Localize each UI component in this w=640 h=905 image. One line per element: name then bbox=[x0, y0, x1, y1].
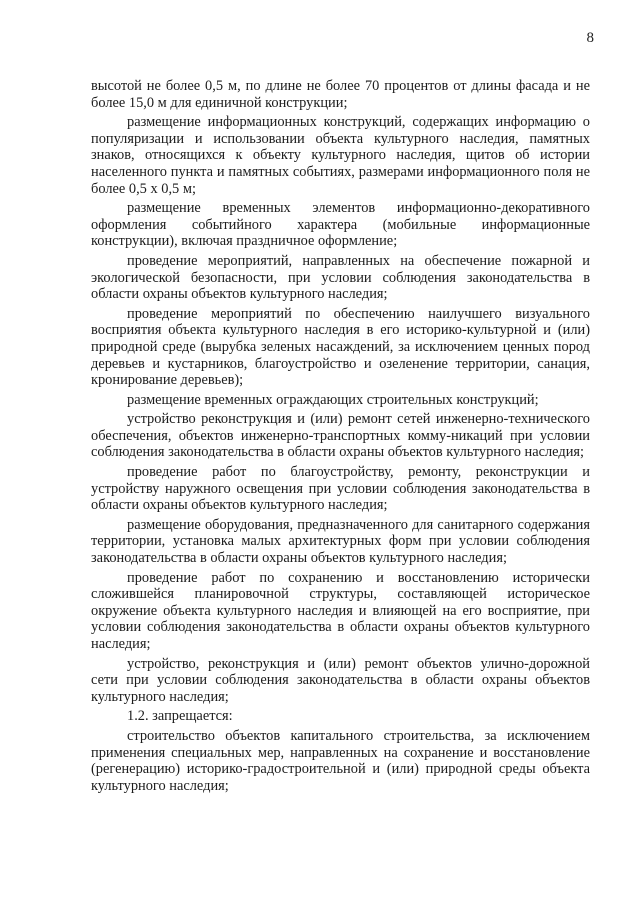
paragraph-landscaping-lighting: проведение работ по благоустройству, ремонту, реконструкции и устройству наружного освещения при условии соблюдения законодательства в области охраны объектов культурного наследия; bbox=[91, 464, 590, 514]
paragraph-visual-perception: проведение мероприятий по обеспечению наилучшего визуального восприятия объекта культурного наследия в его историко-культурной и (или) природной среде (вырубка зеленых насаждений, за исключением ценных пород деревьев и кустарников, благоустройство и озеленение территории, санация, кронирование деревьев); bbox=[91, 305, 590, 389]
paragraph-engineering-networks: устройство реконструкция и (или) ремонт сетей инженерно-технического обеспечения, объектов инженерно-транспортных комму-никаций при условии соблюдения законодательства в области охраны объектов культурного наследия; bbox=[91, 411, 590, 461]
paragraph-road-network: устройство, реконструкция и (или) ремонт объектов улично-дорожной сети при условии соблюдения законодательства в области охраны объектов культурного наследия; bbox=[91, 655, 590, 705]
document-body bbox=[91, 78, 590, 797]
paragraph-temporary-decorations: размещение временных элементов информационно-декоративного оформления событийного характера (мобильные информационные конструкции), включая праздничное оформление; bbox=[91, 200, 590, 250]
paragraph-fire-ecological-safety: проведение мероприятий, направленных на обеспечение пожарной и экологической безопасности, при условии соблюдения законодательства в области охраны объектов культурного наследия; bbox=[91, 252, 590, 303]
paragraph-continuation: высотой не более 0,5 м, по длине не более 70 процентов от длины фасада и не более 15,0 м для единичной конструкции; bbox=[91, 78, 590, 111]
paragraph-sanitary-equipment: размещение оборудования, предназначенного для санитарного содержания территории, установка малых архитектурных форм при условии соблюдения законодательства в области охраны объектов культурного наследия; bbox=[91, 516, 590, 567]
paragraph-capital-construction: строительство объектов капитального строительства, за исключением применения специальных мер, направленных на сохранение и восстановление (регенерацию) историко-градостроительной и (или) природной среды объекта культурного наследия; bbox=[91, 727, 590, 794]
paragraph-planning-structure: проведение работ по сохранению и восстановлению исторически сложившейся планировочной структуры, составляющей историческое окружение объекта культурного наследия и влияющей на его восприятие, при условии соблюдения законодательства в области охраны объектов культурного наследия; bbox=[91, 569, 590, 652]
paragraph-info-constructions: размещение информационных конструкций, содержащих информацию о популяризации и использовании объекта культурного наследия, памятных знаков, относящихся к объекту культурного наследия, щитов об истории населенного пункта и памятных событиях, размерами информационного поля не более 0,5 х 0,5 м; bbox=[91, 114, 590, 197]
paragraph-temporary-fences: размещение временных ограждающих строительных конструкций; bbox=[127, 391, 539, 408]
page-number: 8 bbox=[586, 30, 594, 46]
section-heading-prohibited: 1.2. запрещается: bbox=[127, 708, 233, 725]
